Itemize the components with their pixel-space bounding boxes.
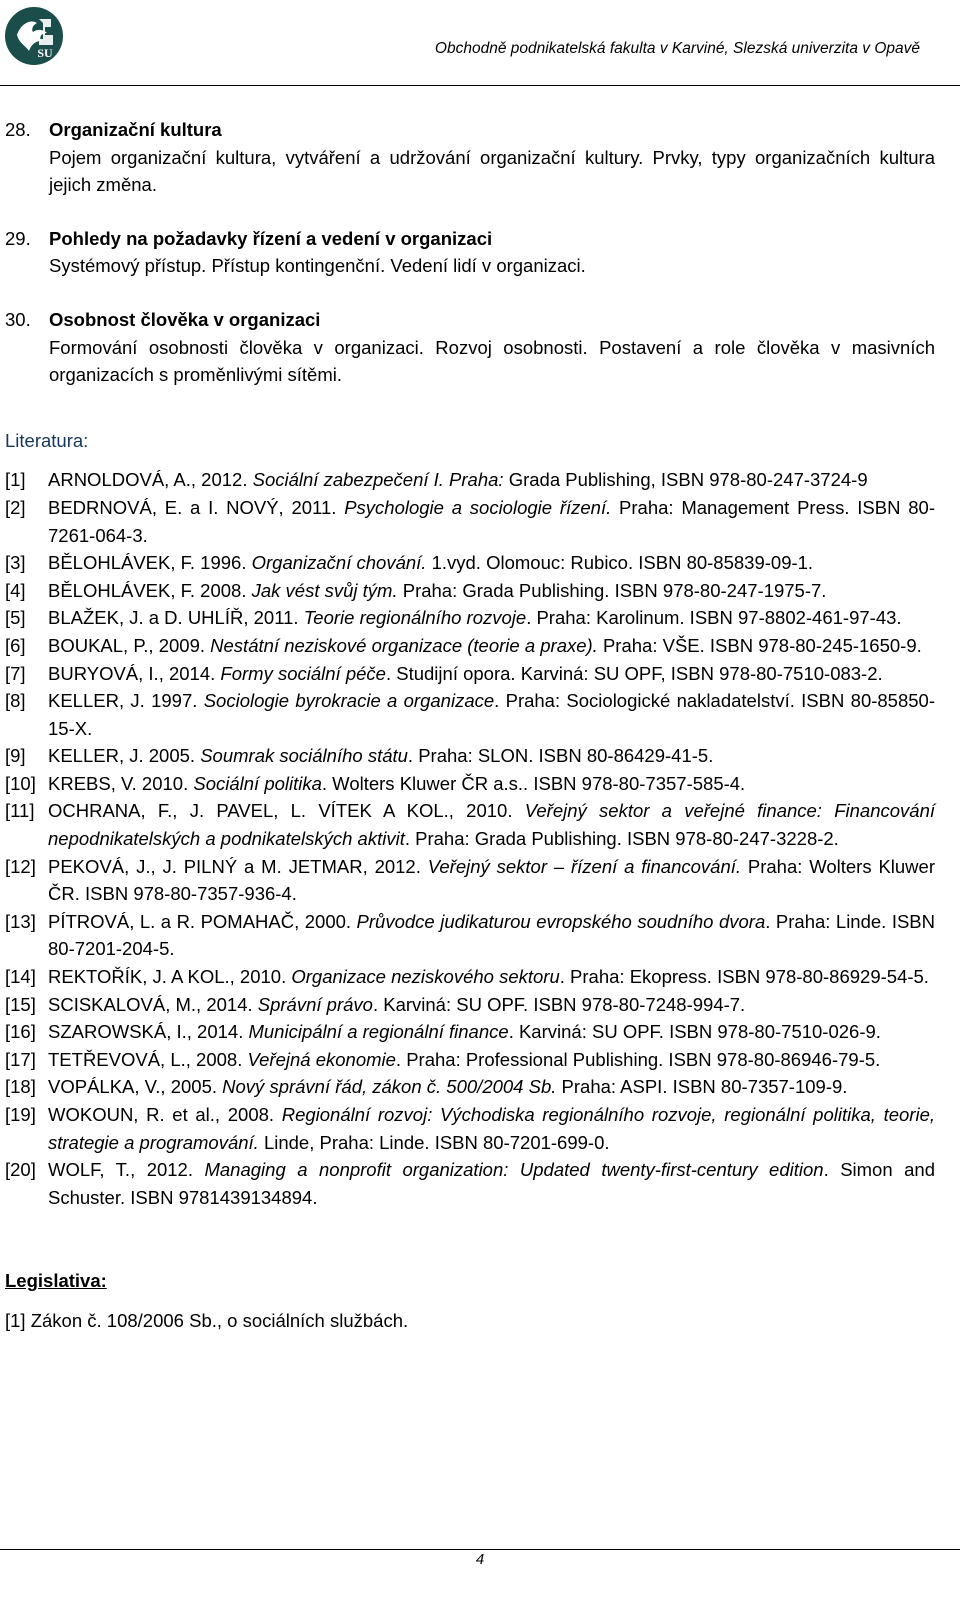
reference-item bbox=[5, 797, 935, 852]
reference-publisher: Praha: Grada Publishing. ISBN 978-80-247-1975-7. bbox=[397, 579, 827, 601]
reference-title: Jak vést svůj tým. bbox=[251, 579, 398, 601]
reference-item bbox=[5, 549, 935, 577]
reference-text bbox=[48, 1101, 935, 1156]
reference-number: [13] bbox=[5, 910, 36, 932]
reference-title: Regionální rozvoj: Východiska regionálního rozvoje, regionální politika, teorie, strategie a programování. bbox=[48, 1104, 935, 1153]
reference-publisher: . Praha: Ekopress. ISBN 978-80-86929-54-5. bbox=[559, 966, 929, 988]
reference-text bbox=[48, 797, 935, 852]
topic-description: Pojem organizační kultura, vytváření a udržování organizační kultury. Prvky, typy organizačních kultura jejich změna. bbox=[49, 146, 935, 196]
reference-item bbox=[5, 742, 935, 770]
reference-title: Správní právo bbox=[257, 993, 373, 1015]
reference-text bbox=[48, 466, 935, 494]
reference-item bbox=[5, 577, 935, 605]
reference-text bbox=[48, 991, 935, 1019]
reference-item bbox=[5, 494, 935, 549]
document-body bbox=[5, 116, 935, 1335]
topic-title: Osobnost člověka v organizaci bbox=[49, 308, 321, 330]
reference-title: Veřejný sektor a veřejné finance: Financování nepodnikatelských a podnikatelských aktivit bbox=[48, 800, 935, 850]
reference-item bbox=[5, 687, 935, 742]
reference-title: Nestátní neziskové organizace (teorie a praxe). bbox=[210, 634, 598, 656]
topic-list bbox=[5, 116, 935, 389]
reference-text bbox=[48, 549, 935, 577]
reference-number: [16] bbox=[5, 1021, 36, 1043]
reference-author: BĚLOHLÁVEK, F. 2008. bbox=[48, 579, 252, 601]
reference-list bbox=[5, 466, 935, 1211]
legislation-text: Zákon č. 108/2006 Sb., o sociálních službách. bbox=[30, 1309, 409, 1331]
reference-publisher: Linde, Praha: Linde. ISBN 80-7201-699-0. bbox=[258, 1131, 610, 1153]
reference-text bbox=[48, 963, 935, 991]
page-header bbox=[0, 0, 960, 90]
reference-author: KREBS, V. 2010. bbox=[48, 772, 194, 794]
reference-author: PÍTROVÁ, L. a R. POMAHAČ, 2000. bbox=[48, 910, 357, 932]
reference-author: WOLF, T., 2012. bbox=[48, 1159, 205, 1181]
reference-title: Organizační chování. bbox=[251, 552, 427, 574]
header-divider bbox=[0, 85, 960, 86]
reference-title: Psychologie a sociologie řízení. bbox=[344, 496, 612, 518]
topic-title: Pohledy na požadavky řízení a vedení v organizaci bbox=[49, 227, 493, 249]
reference-number: [4] bbox=[5, 579, 26, 601]
reference-text bbox=[48, 1073, 935, 1101]
reference-title: Soumrak sociálního státu bbox=[200, 745, 408, 767]
reference-author: BLAŽEK, J. a D. UHLÍŘ, 2011. bbox=[48, 607, 304, 629]
reference-title: Formy sociální péče bbox=[220, 662, 386, 684]
reference-publisher: Grada Publishing, ISBN 978-80-247-3724-9 bbox=[503, 469, 868, 491]
page-number: 4 bbox=[475, 1551, 485, 1568]
reference-publisher: Praha: Management Press. ISBN 80-7261-064-3. bbox=[48, 496, 935, 546]
reference-author: KELLER, J. 1997. bbox=[48, 690, 204, 712]
reference-number: [11] bbox=[5, 800, 35, 822]
reference-text bbox=[48, 853, 935, 908]
reference-title: Teorie regionálního rozvoje bbox=[303, 607, 527, 629]
reference-item bbox=[5, 1101, 935, 1156]
reference-text bbox=[48, 660, 935, 688]
reference-publisher: Praha: Wolters Kluwer ČR. ISBN 978-80-7357-936-4. bbox=[48, 855, 935, 905]
reference-text bbox=[48, 687, 935, 742]
reference-title: Managing a nonprofit organization: Updated twenty-first-century edition bbox=[204, 1159, 824, 1181]
reference-title: Veřejný sektor – řízení a financování. bbox=[427, 855, 742, 877]
reference-title: Sociologie byrokracie a organizace bbox=[203, 690, 495, 712]
legislation-number: [1] bbox=[5, 1309, 26, 1331]
topic-title: Organizační kultura bbox=[49, 119, 222, 140]
reference-text bbox=[48, 1018, 935, 1046]
reference-publisher: 1.vyd. Olomouc: Rubico. ISBN 80-85839-09-1. bbox=[426, 552, 814, 574]
reference-publisher: . Simon and Schuster. ISBN 9781439134894. bbox=[48, 1159, 935, 1208]
reference-number: [8] bbox=[5, 690, 26, 712]
reference-author: BURYOVÁ, I., 2014. bbox=[48, 662, 221, 684]
reference-title: Sociální politika bbox=[193, 772, 322, 794]
reference-publisher: Praha: ASPI. ISBN 80-7357-109-9. bbox=[556, 1076, 848, 1098]
reference-author: KELLER, J. 2005. bbox=[48, 745, 201, 767]
topic-description: Formování osobnosti člověka v organizaci. Rozvoj osobnosti. Postavení a role člověka v masivních organizacích s proměnlivými sítěmi. bbox=[49, 336, 935, 386]
reference-publisher: . Wolters Kluwer ČR a.s.. ISBN 978-80-7357-585-4. bbox=[321, 772, 746, 794]
reference-publisher: . Praha: Linde. ISBN 80-7201-204-5. bbox=[48, 910, 935, 960]
reference-item bbox=[5, 604, 935, 632]
reference-author: BOUKAL, P., 2009. bbox=[48, 634, 211, 656]
reference-title: Municipální a regionální finance bbox=[248, 1021, 509, 1043]
reference-number: [5] bbox=[5, 607, 26, 629]
reference-text bbox=[48, 1046, 935, 1074]
reference-number: [1] bbox=[5, 469, 26, 491]
reference-author: VOPÁLKA, V., 2005. bbox=[48, 1076, 223, 1098]
reference-title: Sociální zabezpečení I. Praha: bbox=[252, 469, 504, 491]
reference-title: Průvodce judikaturou evropského soudního dvora bbox=[356, 910, 766, 932]
reference-author: TETŘEVOVÁ, L., 2008. bbox=[48, 1048, 248, 1070]
reference-author: REKTOŘÍK, J. A KOL., 2010. bbox=[48, 966, 292, 988]
institution-name: Obchodně podnikatelská fakulta v Karviné, Slezská univerzita v Opavě bbox=[434, 40, 920, 57]
reference-text bbox=[48, 604, 935, 632]
reference-text bbox=[48, 770, 935, 798]
reference-publisher: . Karviná: SU OPF. ISBN 978-80-7248-994-7. bbox=[372, 993, 746, 1015]
reference-author: BĚLOHLÁVEK, F. 1996. bbox=[48, 552, 252, 574]
reference-item bbox=[5, 770, 935, 798]
reference-publisher: . Praha: Karolinum. ISBN 97-8802-461-97-43. bbox=[526, 607, 902, 629]
reference-item bbox=[5, 991, 935, 1019]
reference-item bbox=[5, 466, 935, 494]
reference-author: WOKOUN, R. et al., 2008. bbox=[48, 1104, 282, 1125]
reference-title: Nový správní řád, zákon č. 500/2004 Sb. bbox=[222, 1076, 557, 1098]
reference-title: Veřejná ekonomie bbox=[247, 1048, 396, 1070]
reference-author: SZAROWSKÁ, I., 2014. bbox=[48, 1021, 249, 1043]
reference-publisher: . Praha: Sociologické nakladatelství. ISBN 80-85850-15-X. bbox=[48, 690, 936, 739]
topic-number: 29. bbox=[5, 227, 31, 249]
literature-heading: Literatura: bbox=[5, 429, 89, 451]
reference-author: SCISKALOVÁ, M., 2014. bbox=[48, 993, 258, 1015]
footer-divider bbox=[0, 1549, 960, 1550]
reference-text bbox=[48, 577, 935, 605]
reference-item bbox=[5, 660, 935, 688]
reference-publisher: . Karviná: SU OPF. ISBN 978-80-7510-026-9. bbox=[508, 1021, 881, 1043]
reference-number: [17] bbox=[5, 1048, 36, 1070]
reference-publisher: . Praha: SLON. ISBN 80-86429-41-5. bbox=[407, 745, 714, 767]
reference-author: OCHRANA, F., J. PAVEL, L. VÍTEK A KOL., 2010. bbox=[48, 800, 525, 822]
reference-author: PEKOVÁ, J., J. PILNÝ a M. JETMAR, 2012. bbox=[48, 855, 428, 877]
reference-number: [2] bbox=[5, 496, 26, 518]
reference-number: [20] bbox=[5, 1159, 36, 1181]
reference-number: [3] bbox=[5, 552, 26, 574]
topic-number: 28. bbox=[5, 119, 31, 140]
reference-number: [14] bbox=[5, 966, 36, 988]
reference-text bbox=[48, 1156, 935, 1211]
reference-text bbox=[48, 632, 935, 660]
reference-number: [6] bbox=[5, 634, 26, 656]
reference-number: [15] bbox=[5, 993, 36, 1015]
reference-publisher: . Praha: Professional Publishing. ISBN 978-80-86946-79-5. bbox=[395, 1048, 881, 1070]
reference-item bbox=[5, 1018, 935, 1046]
reference-author: BEDRNOVÁ, E. a I. NOVÝ, 2011. bbox=[48, 496, 345, 518]
topic-number: 30. bbox=[5, 308, 31, 330]
topic-item bbox=[5, 116, 935, 199]
reference-publisher: . Studijní opora. Karviná: SU OPF, ISBN 978-80-7510-083-2. bbox=[385, 662, 883, 684]
reference-title: Organizace neziskového sektoru bbox=[291, 966, 560, 988]
reference-item bbox=[5, 632, 935, 660]
reference-text bbox=[48, 908, 935, 963]
legislation-list bbox=[5, 1307, 935, 1335]
topic-description: Systémový přístup. Přístup kontingenční. Vedení lidí v organizaci. bbox=[49, 255, 586, 277]
reference-publisher: Praha: VŠE. ISBN 978-80-245-1650-9. bbox=[597, 634, 922, 656]
reference-number: [7] bbox=[5, 662, 26, 684]
reference-text bbox=[48, 494, 935, 549]
reference-item bbox=[5, 1046, 935, 1074]
topic-item bbox=[5, 306, 935, 389]
reference-number: [9] bbox=[5, 745, 26, 767]
legislation-heading: Legislativa: bbox=[5, 1270, 107, 1292]
reference-item bbox=[5, 908, 935, 963]
logo-letters: SU bbox=[37, 46, 53, 60]
reference-item bbox=[5, 1073, 935, 1101]
reference-number: [10] bbox=[5, 772, 36, 794]
reference-text bbox=[48, 742, 935, 770]
legislation-item bbox=[5, 1307, 935, 1335]
reference-number: [12] bbox=[5, 855, 36, 877]
topic-item bbox=[5, 225, 935, 280]
reference-item bbox=[5, 853, 935, 908]
reference-item bbox=[5, 963, 935, 991]
university-logo-icon bbox=[3, 5, 65, 67]
reference-author: ARNOLDOVÁ, A., 2012. bbox=[48, 469, 253, 491]
reference-number: [18] bbox=[5, 1076, 36, 1098]
reference-publisher: . Praha: Grada Publishing. ISBN 978-80-247-3228-2. bbox=[404, 828, 839, 850]
reference-item bbox=[5, 1156, 935, 1211]
reference-number: [19] bbox=[5, 1104, 36, 1125]
